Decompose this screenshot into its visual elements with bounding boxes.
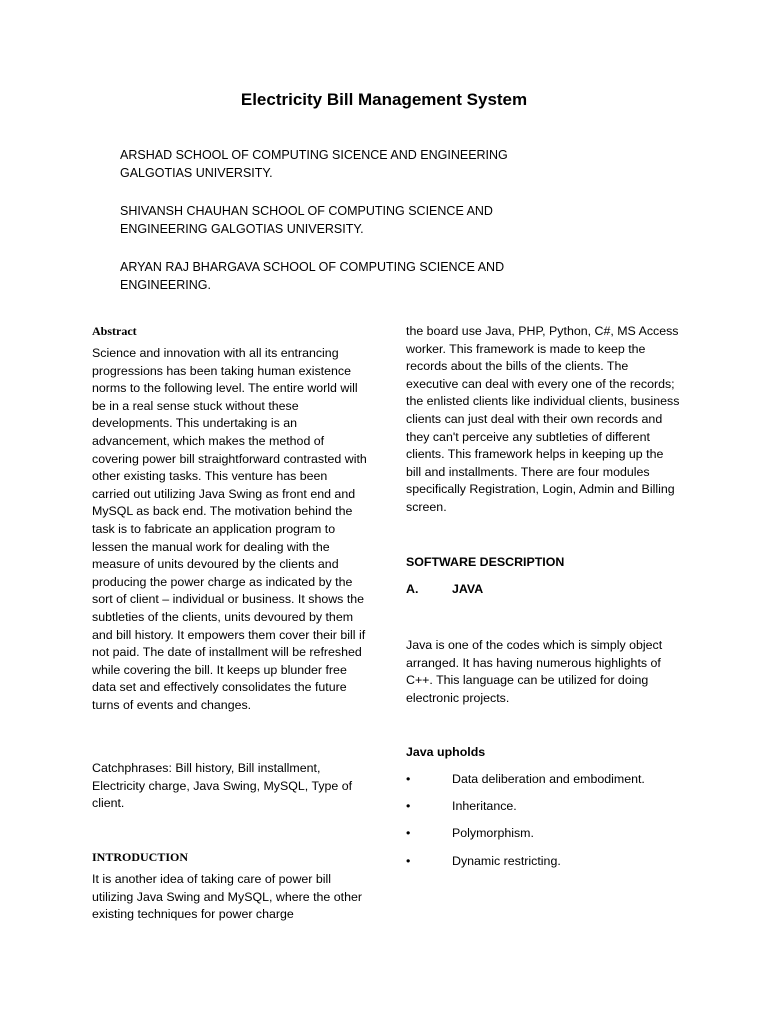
- bullet-icon: •: [406, 826, 411, 840]
- bullet-text: Dynamic restricting.: [452, 854, 561, 868]
- introduction-body: It is another idea of taking care of power bill utilizing Java Swing and MySQL, where the other existing techniques for power charge: [92, 872, 362, 922]
- java-upholds-heading: Java upholds: [406, 745, 486, 759]
- bullet-text: Polymorphism.: [452, 826, 534, 840]
- bullet-item: [406, 771, 681, 789]
- bullet-item: [406, 825, 681, 843]
- bullet-icon: •: [406, 799, 411, 813]
- continuation-paragraph: the board use Java, PHP, Python, C#, MS Access worker. This framework is made to keep the records about the bills of the clients. The executive can deal with every one of the records; the enlisted clients like individual clients, business clients can just deal with their own records and they can't perceive any subtleties of different clients. This framework helps in keeping up the bill and installments. There are four modules specifically Registration, Login, Admin and Billing screen.: [406, 324, 680, 514]
- abstract-heading: Abstract: [92, 324, 137, 338]
- java-paragraph: Java is one of the codes which is simply object arranged. It has having numerous highlights of C++. This language can be utilized for doing electronic projects.: [406, 638, 663, 705]
- paper-title: Electricity Bill Management System: [240, 90, 528, 109]
- author-affiliation-2: SHIVANSH CHAUHAN SCHOOL OF COMPUTING SCIENCE AND ENGINEERING GALGOTIAS UNIVERSITY.: [120, 204, 493, 236]
- bullet-text: Inheritance.: [452, 799, 517, 813]
- abstract-body: Science and innovation with all its entrancing progressions has been taking human existence norms to the following level. The entire world will be in a real sense stuck without these developments. This undertaking is an advancement, which makes the method of covering power bill straightforward contrasted with other existing tasks. This venture has been carried out utilizing Java Swing as front end and MySQL as back end. The motivation behind the task is to fabricate an application program to lessen the manual work for dealing with the measure of units devoured by the clients and producing the power charge as indicated by the sort of client – individual or business. It shows the subtleties of the clients, units devoured by them and bill history. It empowers them cover their bill if not paid. The date of installment will be refreshed while covering the bill. It keeps up blunder free data set and effectively consolidates the future turns of events and changes.: [92, 346, 367, 712]
- bullet-item: [406, 798, 681, 816]
- bullet-icon: •: [406, 854, 411, 868]
- software-description-heading: SOFTWARE DESCRIPTION: [406, 555, 565, 569]
- bullet-icon: •: [406, 772, 411, 786]
- author-affiliation-1: ARSHAD SCHOOL OF COMPUTING SICENCE AND ENGINEERING GALGOTIAS UNIVERSITY.: [120, 148, 508, 180]
- author-affiliation-3: ARYAN RAJ BHARGAVA SCHOOL OF COMPUTING SCIENCE AND ENGINEERING.: [120, 260, 505, 292]
- subsection-title: JAVA: [452, 582, 484, 596]
- java-subsection-heading: [406, 581, 681, 599]
- keywords-paragraph: Catchphrases: Bill history, Bill installment, Electricity charge, Java Swing, MySQL, Type of client.: [92, 761, 353, 811]
- introduction-heading: INTRODUCTION: [92, 850, 189, 864]
- subsection-letter: A.: [406, 582, 419, 596]
- bullet-text: Data deliberation and embodiment.: [452, 772, 645, 786]
- bullet-item: [406, 853, 681, 871]
